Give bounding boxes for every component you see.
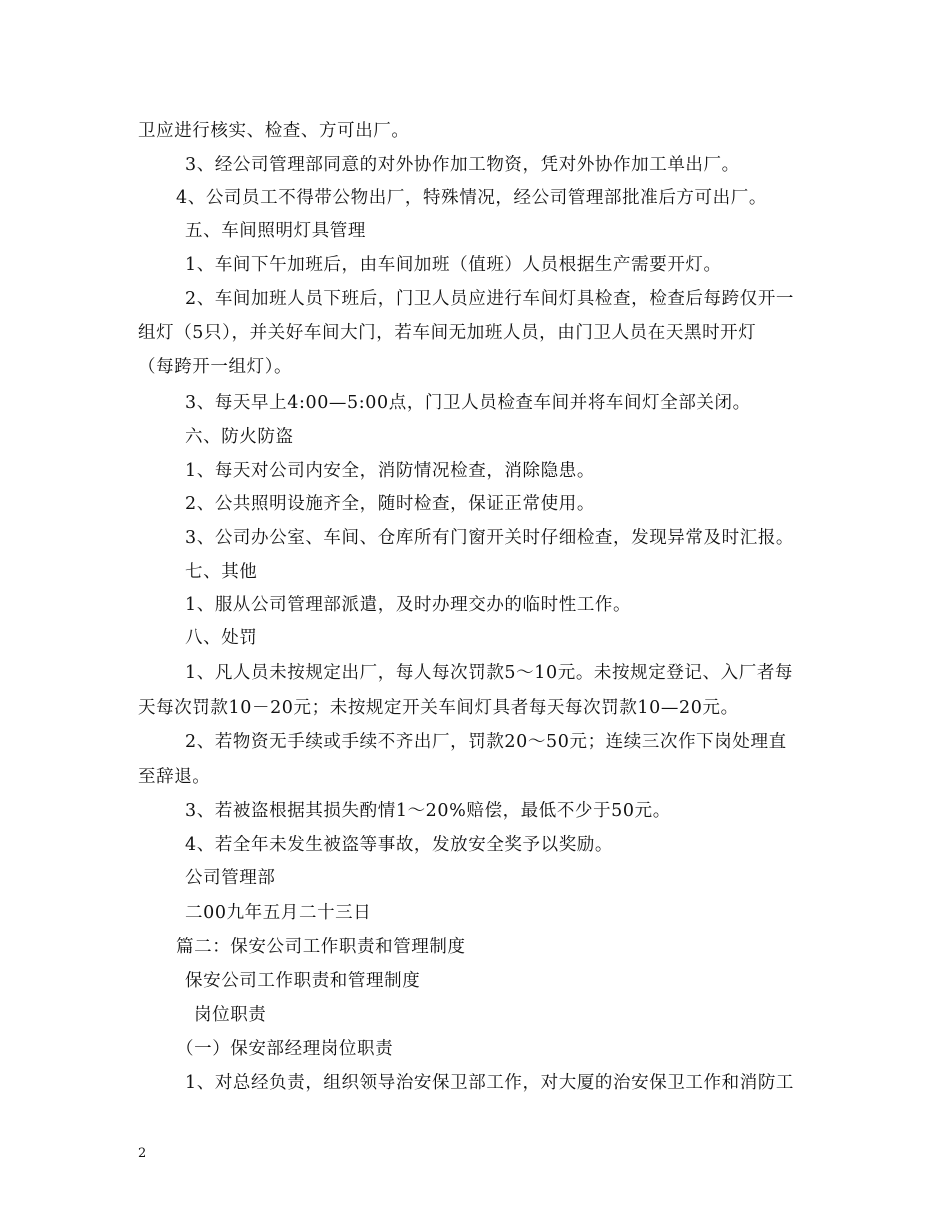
signature-department: 公司管理部 [185, 868, 276, 888]
text-line: 1、对总经负责，组织领导治安保卫部工作，对大厦的治安保卫工作和消防工 [185, 1073, 795, 1093]
text-line: 天每次罚款10－20元；未按规定开关车间灯具者每天每次罚款10—20元。 [138, 698, 739, 718]
signature-date: 二00九年五月二十三日 [185, 903, 372, 923]
text-line: （每跨开一组灯）。 [138, 357, 293, 377]
article-title: 篇二：保安公司工作职责和管理制度 [176, 937, 466, 957]
section-heading: 七、其他 [185, 562, 258, 582]
section-heading: 八、处罚 [185, 628, 258, 648]
text-line: 1、车间下午加班后，由车间加班（值班）人员根据生产需要开灯。 [185, 255, 722, 275]
section-heading: 六、防火防盗 [185, 427, 294, 447]
text-line: 2、若物资无手续或手续不齐出厂，罚款20～50元；连续三次作下岗处理直 [185, 732, 787, 752]
text-line: 卫应进行核实、检查、方可出厂。 [138, 121, 410, 141]
text-line: 组灯（5只），并关好车间大门，若车间无加班人员，由门卫人员在天黑时开灯 [138, 323, 757, 343]
text-line: 3、若被盗根据其损失酌情1～20%赔偿，最低不少于50元。 [185, 801, 671, 821]
text-line: 4、公司员工不得带公物出厂，特殊情况，经公司管理部批准后方可出厂。 [176, 188, 767, 208]
text-line: 1、每天对公司内安全，消防情况检查，消除隐患。 [185, 461, 595, 481]
text-line: 4、若全年未发生被盗等事故，发放安全奖予以奖励。 [185, 835, 614, 855]
text-line: 3、公司办公室、车间、仓库所有门窗开关时仔细检查，发现异常及时汇报。 [185, 528, 795, 548]
text-line: 至辞退。 [138, 767, 211, 787]
section-heading: 五、车间照明灯具管理 [185, 221, 366, 241]
document-title: 保安公司工作职责和管理制度 [185, 971, 421, 991]
text-line: 1、凡人员未按规定出厂，每人每次罚款5～10元。未按规定登记、入厂者每 [185, 663, 794, 683]
page-number: 2 [138, 1146, 147, 1161]
text-line: 2、车间加班人员下班后，门卫人员应进行车间灯具检查，检查后每跨仅开一 [185, 289, 795, 309]
section-heading: 岗位职责 [194, 1005, 267, 1025]
text-line: 3、经公司管理部同意的对外协作加工物资，凭对外协作加工单出厂。 [185, 155, 740, 175]
text-line: 1、服从公司管理部派遣，及时办理交办的临时性工作。 [185, 595, 632, 615]
text-line: 3、每天早上4:00—5:00点，门卫人员检查车间并将车间灯全部关闭。 [185, 393, 751, 413]
subsection-heading: （一）保安部经理岗位职责 [176, 1039, 394, 1059]
text-line: 2、公共照明设施齐全，随时检查，保证正常使用。 [185, 494, 595, 514]
